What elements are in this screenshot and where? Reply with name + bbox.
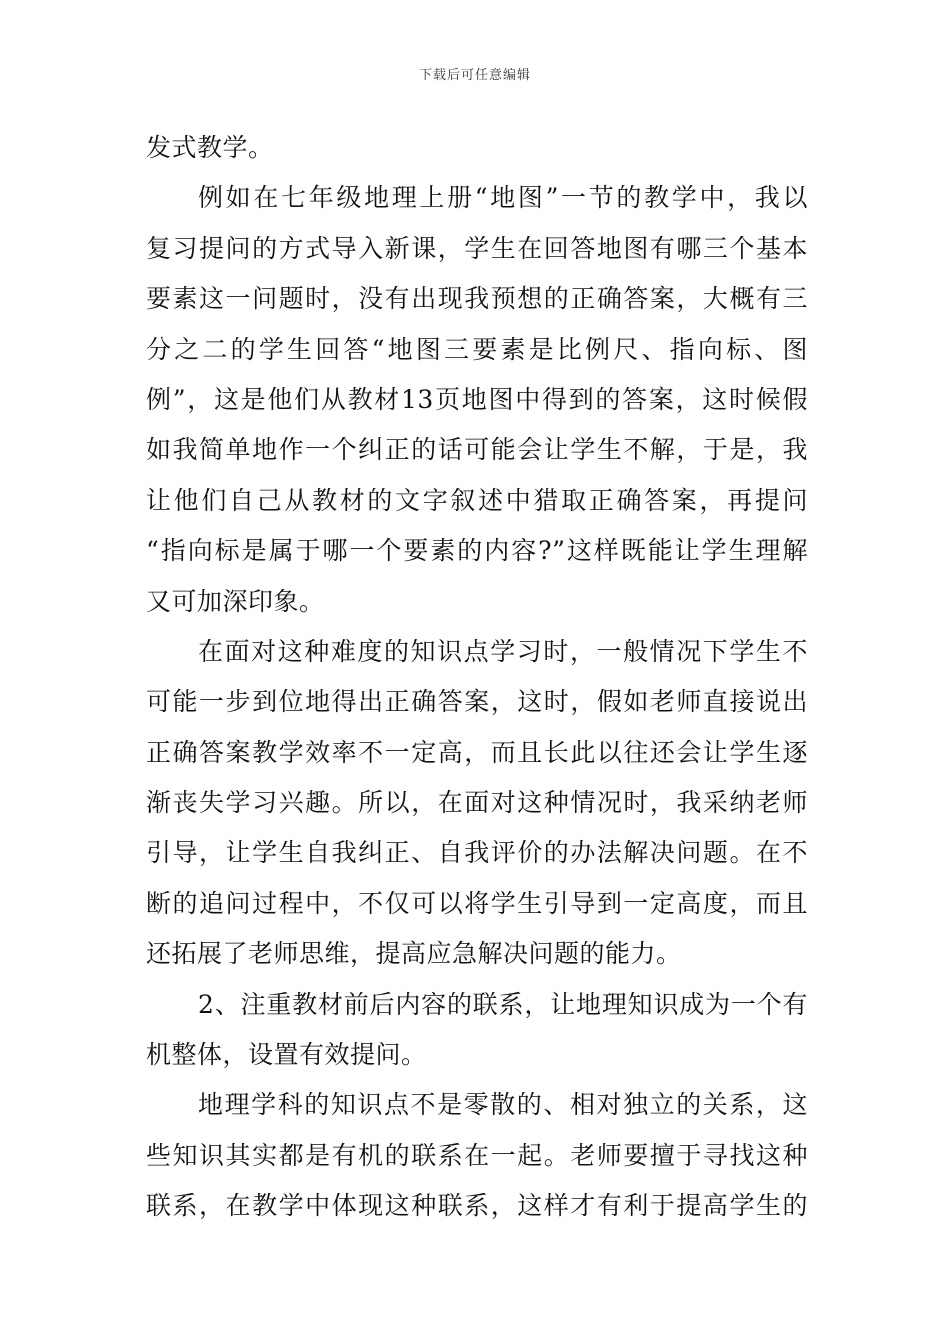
text-line: 引导，让学生自我纠正、自我评价的办法解决问题。在不: [146, 838, 808, 868]
body-text: [146, 123, 808, 1232]
page-header: 下载后可任意编辑: [418, 68, 531, 83]
text-line: 分之二的学生回答“地图三要素是比例尺、指向标、图: [146, 334, 808, 364]
text-line: 联系，在教学中体现这种联系，这样才有利于提高学生的: [146, 1191, 808, 1221]
text-line: 如我简单地作一个纠正的话可能会让学生不解，于是，我: [146, 435, 808, 465]
text-line: 还拓展了老师思维，提高应急解决问题的能力。: [146, 939, 682, 969]
text-line: “指向标是属于哪一个要素的内容?”这样既能让学生理解: [146, 536, 808, 566]
text-line: 例”，这是他们从教材13页地图中得到的答案，这时候假: [146, 384, 808, 414]
text-line: 又可加深印象。: [146, 586, 325, 616]
text-line: 发式教学。: [146, 133, 274, 162]
text-line: 要素这一问题时，没有出现我预想的正确答案，大概有三: [146, 284, 808, 314]
text-line: 渐丧失学习兴趣。所以，在面对这种情况时，我采纳老师: [146, 788, 808, 818]
text-line: 可能一步到位地得出正确答案，这时，假如老师直接说出: [146, 687, 808, 717]
paragraph-first-line: 例如在七年级地理上册“地图”一节的教学中，我以: [198, 183, 808, 213]
text-line: 正确答案教学效率不一定高，而且长此以往还会让学生逐: [146, 737, 808, 767]
text-line: 机整体，设置有效提问。: [146, 1040, 427, 1070]
paragraph-first-line: 2、注重教材前后内容的联系，让地理知识成为一个有: [198, 989, 808, 1019]
text-line: 复习提问的方式导入新课，学生在回答地图有哪三个基本: [146, 233, 808, 263]
paragraph-first-line: 地理学科的知识点不是零散的、相对独立的关系，这: [198, 1090, 808, 1120]
text-line: 些知识其实都是有机的联系在一起。老师要擅于寻找这种: [146, 1140, 808, 1170]
text-line: 让他们自己从教材的文字叙述中猎取正确答案，再提问: [146, 485, 808, 515]
text-line: 断的追问过程中，不仅可以将学生引导到一定高度，而且: [146, 888, 808, 918]
paragraph-first-line: 在面对这种难度的知识点学习时，一般情况下学生不: [198, 636, 808, 666]
